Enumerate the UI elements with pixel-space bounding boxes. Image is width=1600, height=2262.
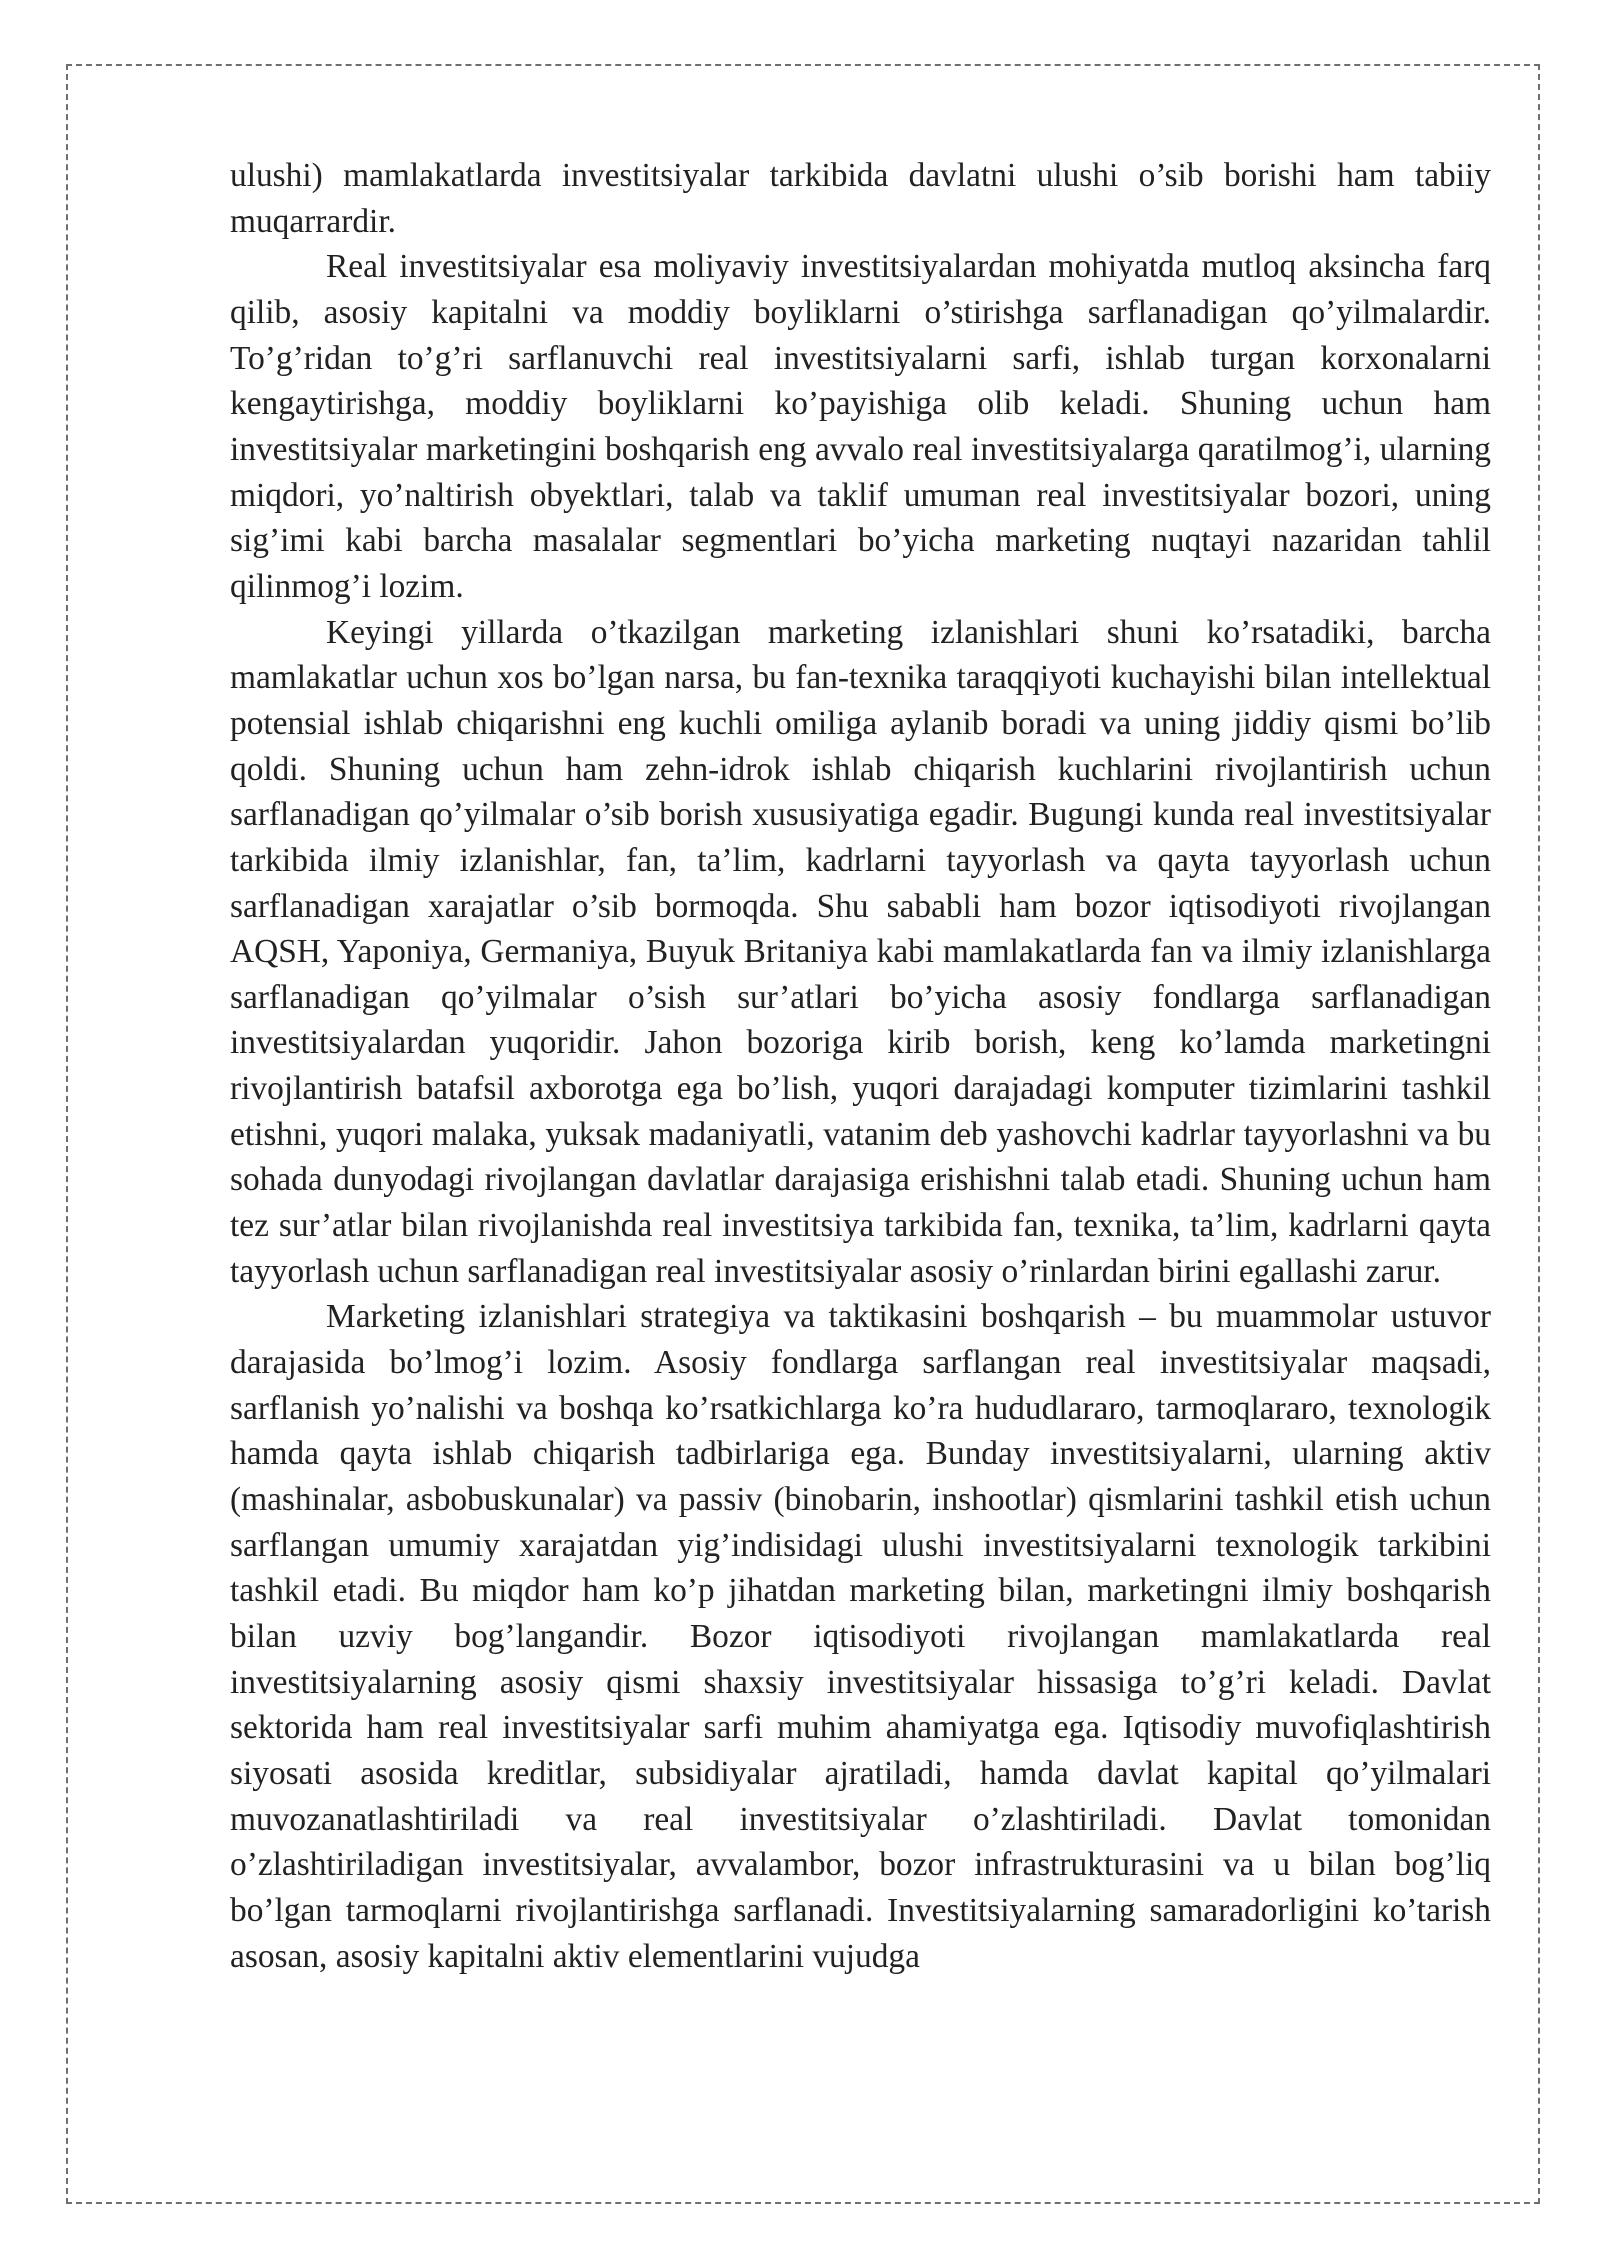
paragraph-3: Keyingi yillarda o’tkazilgan marketing izlanishlari shuni ko’rsatadiki, barcha mamlakatlar uchun xos bo’lgan narsa, bu fan-texnika taraqqiyoti kuchayishi bilan intellektual potensial ishlab chiqarishni eng kuchli omiliga aylanib boradi va uning jiddiy qismi bo’lib qoldi. Shuning uchun ham zehn-idrok ishlab chiqarish kuchlarini rivojlantirish uchun sarflanadigan qo’yilmalar o’sib borish xususiyatiga egadir. Bugungi kunda real investitsiyalar tarkibida ilmiy izlanishlar, fan, ta’lim, kadrlarni tayyorlash va qayta tayyorlash uchun sarflanadigan xarajatlar o’sib bormoqda. Shu sababli ham bozor iqtisodiyoti rivojlangan AQSH, Yaponiya, Germaniya, Buyuk Britaniya kabi mamlakatlarda fan va ilmiy izlanishlarga sarflanadigan qo’yilmalar o’sish sur’atlari bo’yicha asosiy fondlarga sarflanadigan investitsiyalardan yuqoridir. Jahon bozoriga kirib borish, keng ko’lamda marketingni rivojlantirish batafsil axborotga ega bo’lish, yuqori darajadagi komputer tizimlarini tashkil etishni, yuqori malaka, yuksak madaniyatli, vatanim deb yashovchi kadrlar tayyorlashni va bu sohada dunyodagi rivojlangan davlatlar darajasiga erishishni talab etadi. Shuning uchun ham tez sur’atlar bilan rivojlanishda real investitsiya tarkibida fan, texnika, ta’lim, kadrlarni qayta tayyorlash uchun sarflanadigan real investitsiyalar asosiy o’rinlardan birini egallashi zarur. <box>230 613 1491 1290</box>
document-body <box>230 153 1491 1979</box>
paragraph-4: Marketing izlanishlari strategiya va taktikasini boshqarish – bu muammolar ustuvor darajasida bo’lmog’i lozim. Asosiy fondlarga sarflangan real investitsiyalar maqsadi, sarflanish yo’nalishi va boshqa ko’rsatkichlarga ko’ra hududlararo, tarmoqlararo, texnologik hamda qayta ishlab chiqarish tadbirlariga ega. Bunday investitsiyalarni, ularning aktiv (mashinalar, asbobuskunalar) va passiv (binobarin, inshootlar) qismlarini tashkil etish uchun sarflangan umumiy xarajatdan yig’indisidagi ulushi investitsiyalarni texnologik tarkibini tashkil etadi. Bu miqdor ham ko’p jihatdan marketing bilan, marketingni ilmiy boshqarish bilan uzviy bog’langandir. Bozor iqtisodiyoti rivojlangan mamlakatlarda real investitsiyalarning asosiy qismi shaxsiy investitsiyalar hissasiga to’g’ri keladi. Davlat sektorida ham real investitsiyalar sarfi muhim ahamiyatga ega. Iqtisodiy muvofiqlashtirish siyosati asosida kreditlar, subsidiyalar ajratiladi, hamda davlat kapital qo’yilmalari muvozanatlashtiriladi va real investitsiyalar o’zlashtiriladi. Davlat tomonidan o’zlashtiriladigan investitsiyalar, avvalambor, bozor infrastrukturasini va u bilan bog’liq bo’lgan tarmoqlarni rivojlantirishga sarflanadi. Investitsiyalarning samaradorligini ko’tarish asosan, asosiy kapitalni aktiv elementlarini vujudga <box>230 1298 1491 1975</box>
paragraph-1: ulushi) mamlakatlarda investitsiyalar tarkibida davlatni ulushi o’sib borishi ham tabiiy muqarrardir. <box>230 157 1491 240</box>
paragraph-2: Real investitsiyalar esa moliyaviy investitsiyalardan mohiyatda mutloq aksincha farq qilib, asosiy kapitalni va moddiy boyliklarni o’stirishga sarflanadigan qo’yilmalardir. To’g’ridan to’g’ri sarflanuvchi real investitsiyalarni sarfi, ishlab turgan korxonalarni kengaytirishga, moddiy boyliklarni ko’payishiga olib keladi. Shuning uchun ham investitsiyalar marketingini boshqarish eng avvalo real investitsiyalarga qaratilmog’i, ularning miqdori, yo’naltirish obyektlari, talab va taklif umuman real investitsiyalar bozori, uning sig’imi kabi barcha masalalar segmentlari bo’yicha marketing nuqtayi nazaridan tahlil qilinmog’i lozim. <box>230 248 1491 605</box>
